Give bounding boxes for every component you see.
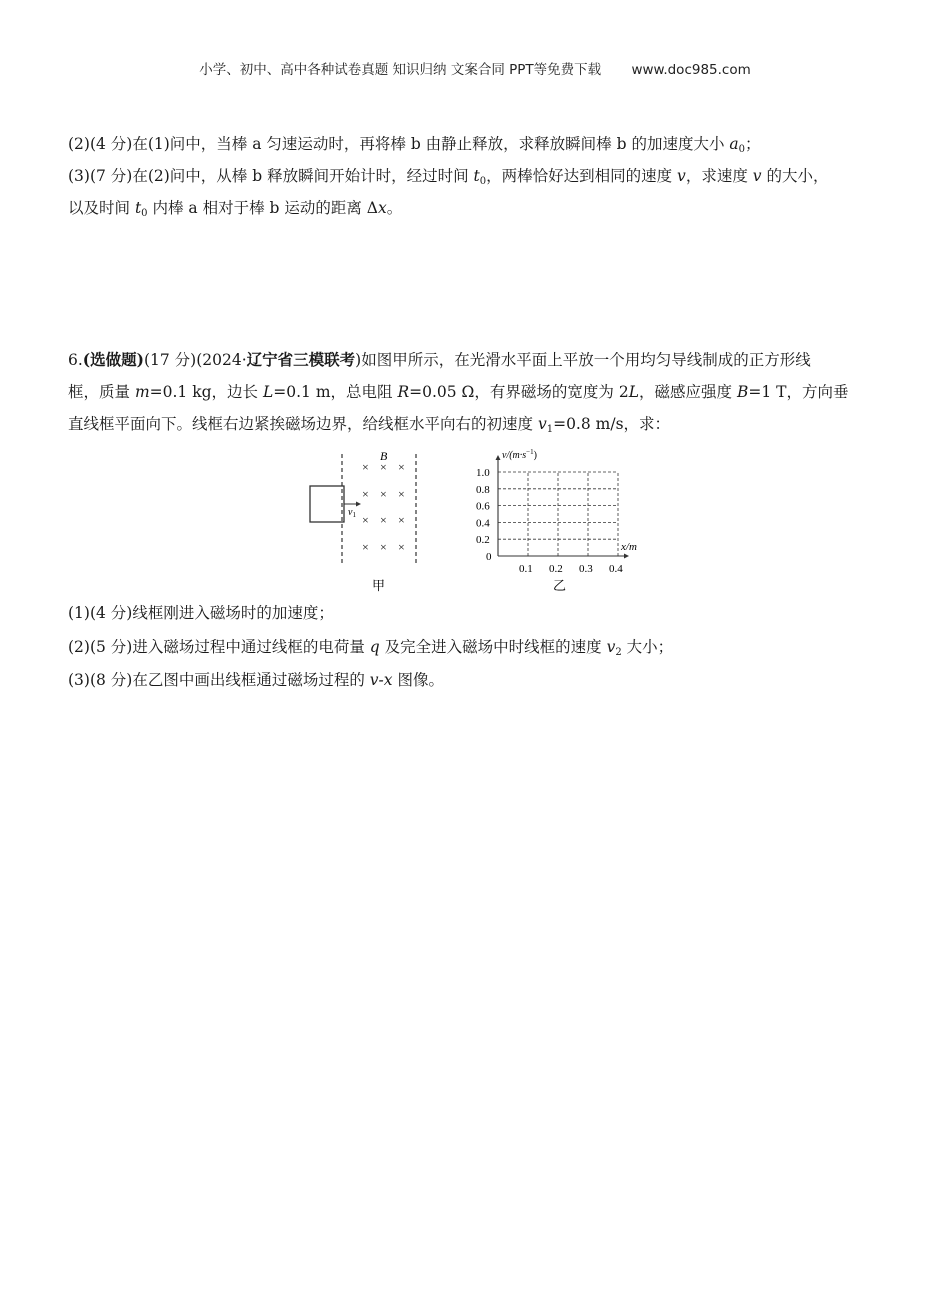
q5-part2: (2)(4 分)在(1)问中，当棒 a 匀速运动时，再将棒 b 由静止释放，求释放瞬间棒 b 的加速度大小 $a_0$； [68, 135, 761, 155]
x-axis-label: x/m [621, 541, 637, 553]
x-tick-label: 0.4 [609, 563, 623, 575]
cross-mark: × [362, 460, 369, 474]
cross-mark: × [398, 540, 405, 554]
cross-mark: × [398, 513, 405, 527]
q6-intro-line1: 6.(选做题)(17 分)(2024·辽宁省三模联考)如图甲所示，在光滑水平面上平放一个用均匀导线制成的正方形线 [68, 350, 811, 369]
y-axis-label: $v/(m\cdot s^{-1})$ [502, 448, 537, 461]
y-axis-arrowhead [496, 455, 501, 460]
x-axis-arrowhead [624, 554, 629, 559]
q6-sub3: (3)(8 分)在乙图中画出线框通过磁场过程的 v-x 图像。 [68, 671, 444, 689]
cross-mark: × [380, 460, 387, 474]
velocity-label: $v_1$ [348, 507, 356, 519]
header-site: www.doc985.com [631, 62, 751, 78]
y-tick-label: 1.0 [476, 467, 490, 479]
question-number: 6. [68, 351, 83, 369]
figure-jia-caption: 甲 [372, 578, 386, 593]
q5-part3-line1: (3)(7 分)在(2)问中，从棒 b 释放瞬间开始计时，经过时间 $t_0$，两棒恰好达到相同的速度 v，求速度 v 的大小， [68, 167, 829, 187]
cross-mark: × [362, 540, 369, 554]
cross-mark: × [380, 487, 387, 501]
y-tick-label: 0.8 [476, 483, 490, 496]
origin-label: 0 [486, 551, 492, 563]
velocity-arrowhead [356, 502, 361, 507]
square-coil [310, 486, 344, 522]
cross-mark: × [380, 540, 387, 554]
x-tick-label: 0.2 [549, 563, 563, 575]
y-tick-label: 0.2 [476, 534, 490, 547]
y-tick-label: 0.6 [476, 500, 490, 513]
page-header [0, 58, 950, 78]
figure-yi-caption: 乙 [553, 578, 567, 593]
question-source: 辽宁省三模联考 [246, 350, 356, 369]
cross-mark: × [398, 487, 405, 501]
magnetic-field-crosses [362, 460, 405, 554]
q5-part3-line2: 以及时间 $t_0$ 内棒 a 相对于棒 b 运动的距离 Δx。 [68, 199, 403, 219]
q6-sub1: (1)(4 分)线框刚进入磁场时的加速度； [68, 604, 334, 622]
q6-intro-line2: 框，质量 m=0.1 kg，边长 L=0.1 m，总电阻 R=0.05 Ω，有界磁场的宽度为 2L，磁感应强度 B=1 T，方向垂 [68, 383, 849, 401]
x-tick-labels [519, 563, 623, 575]
chart-grid [498, 472, 618, 556]
y-tick-labels [476, 467, 490, 546]
cross-mark: × [362, 487, 369, 501]
cross-mark: × [398, 460, 405, 474]
field-label: B [380, 449, 388, 463]
q6-sub2: (2)(5 分)进入磁场过程中通过线框的电荷量 q 及完全进入磁场中时线框的速度 $v_2$ 大小； [68, 638, 674, 658]
x-tick-label: 0.3 [579, 563, 593, 575]
figures [300, 444, 660, 600]
cross-mark: × [362, 513, 369, 527]
figure-jia [310, 449, 416, 593]
header-text: 小学、初中、高中各种试卷真题 知识归纳 文案合同 PPT等免费下载 [199, 62, 602, 78]
question-tag: (选做题) [82, 350, 144, 369]
y-tick-label: 0.4 [476, 517, 490, 530]
x-tick-label: 0.1 [519, 563, 533, 575]
figure-yi [476, 448, 637, 593]
cross-mark: × [380, 513, 387, 527]
q6-intro-line3: 直线框平面向下。线框右边紧挨磁场边界，给线框水平向右的初速度 $v_1=0.8$ m/s，求： [68, 415, 671, 435]
